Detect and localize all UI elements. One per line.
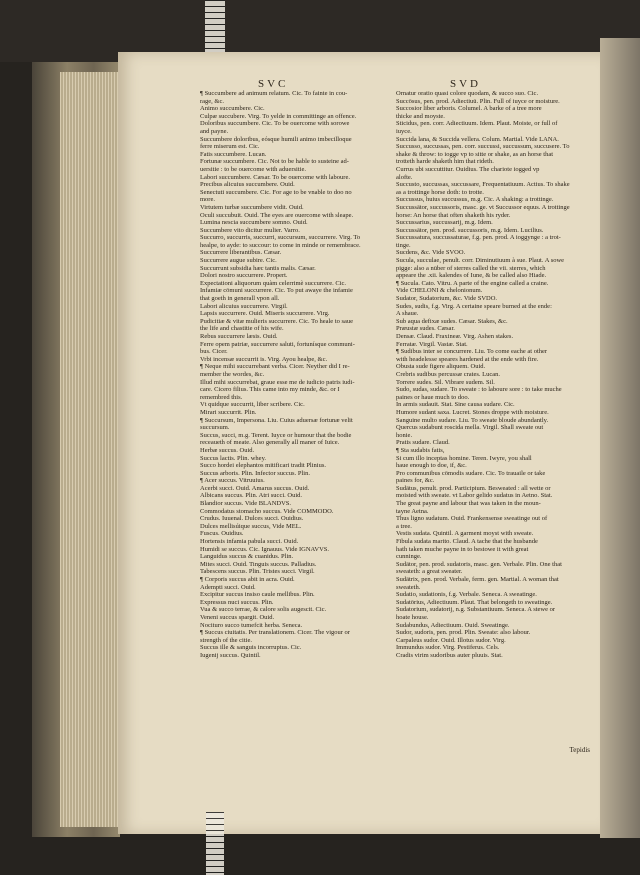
- text-line: Sub aqua defixæ sudes. Cæsar. Stakes, &c.: [396, 317, 508, 325]
- text-line: Sudatōrius, Adiectiuum. Plaut. That belongeth to sweatinge.: [396, 598, 553, 606]
- text-line: Succussarius, succussarij, m.g. Idem.: [396, 219, 493, 227]
- text-line: Languidus succus & cuanidus. Plin.: [200, 553, 294, 561]
- text-line: Succurro, succurris, succurri, succursum, succurrere. Virg. To: [200, 234, 361, 242]
- text-line: Succurrere liberantibus. Cæsar.: [200, 249, 282, 257]
- text-line: Fatis succumbere. Lucan.: [200, 150, 267, 158]
- page-stack-edge: [60, 72, 120, 827]
- text-line: ¶ Acer succus. Vitruuius.: [200, 477, 265, 485]
- text-line: Albicans succus. Plin. Atri succi. Ouid.: [200, 492, 303, 500]
- text-line: Sudatorium, sudatorij, n.g. Substantiuum. Seneca. A stewe or: [396, 606, 556, 614]
- text-line: Sudātrix, pen. prod. Verbale, ferm. gen. Martial. A woman that: [396, 576, 559, 583]
- text-line: Sudātor, pen. prod. sudatoris, masc. gen. Verbale. Plin. One that: [396, 560, 562, 568]
- text-line: Fuscus. Ouidius.: [200, 530, 244, 538]
- text-line: Succussatura, succussaturae, f.g. pen. prod. A ioggynge : a trot-: [396, 234, 561, 242]
- text-line: Animo succumbere. Cic.: [200, 105, 265, 113]
- text-line: Nocituro succo tumefcit herba. Seneca.: [200, 621, 303, 629]
- facing-page-edge: [600, 38, 640, 838]
- text-line: Vua & succo terrae, & calore solis augescit. Cic.: [200, 606, 327, 614]
- right-column: [396, 90, 588, 660]
- text-line: Culpæ succubere. Virg. To yelde in committinge an offence.: [200, 112, 357, 120]
- text-line: Sanguine multo sudare. Liu. To sweate bloude abundantly.: [396, 416, 549, 424]
- text-line: Succumbere vito dicitur mulier. Varro.: [200, 226, 300, 234]
- text-line: Currus ubi succuttitur. Ouidius. The chariote iogged vp: [396, 165, 540, 173]
- text-line: Succōsus, pen. prod. Adiectiuū. Plin. Full of iuyce or moisture.: [396, 97, 560, 105]
- text-line: Succumbere doloribus, eósque humili animo imbecilloque: [200, 135, 352, 143]
- text-line: receaueth of meate. Also generally all maner of Iuice.: [200, 439, 340, 447]
- text-line: Senectuti succumbere. Cic. For age to be vnable to doo no: [200, 188, 352, 196]
- text-line: Expectationi aliquorum quàm celerrimè succurrere. Cic.: [200, 279, 347, 287]
- text-line: Sudatio, sudationis, f.g. Verbale. Seneca. A sweatinge.: [396, 591, 537, 599]
- text-line: Lapsis succurrere. Ouid. Miseris succurrere. Virg.: [200, 310, 330, 318]
- text-line: horse: An horse that often shaketh his ryder.: [396, 211, 511, 219]
- text-line: Vrbi incensæ succurrit is. Virg. Ayou healpe, &c.: [200, 355, 328, 363]
- text-line: haue enough to doe, if, &c.: [396, 462, 467, 470]
- text-line: Sudor, sudoris, pen. prod. Plin. Sweate: also labour.: [396, 629, 531, 637]
- text-line: Labori succumbere. Cæsar. To be ouercome with laboure.: [200, 173, 350, 181]
- text-line: ¶ Succursum, Impersona. Liu. Cuius aduersæ fortunæ velit: [200, 416, 353, 424]
- text-line: Vestis sudata. Quintil. A garment moyst with sweate.: [396, 530, 534, 538]
- text-line: Labori alicuius succurrere. Virgil.: [200, 302, 288, 310]
- text-line: tayne Aetna.: [396, 507, 429, 515]
- text-line: In armis sudauit. Stat. Sine causa sudare. Cic.: [396, 401, 515, 409]
- text-line: Doloribus succumbere. Cic. To be ouercome with sorowe: [200, 120, 350, 128]
- text-line: ¶ Neque mihi succurrebant verba. Cicer. Neyther did I re-: [200, 363, 350, 371]
- text-line: Crebris sudibus percussæ crates. Lucan.: [396, 370, 500, 378]
- text-line: Ornatur oratio quasi colore quodam, & succo suo. Cic.: [396, 90, 539, 97]
- text-line: Sticidus, pen. corr. Adiectiuum. Idem. Plaut. Moiste, or full of: [396, 120, 558, 128]
- text-line: Virtutem turbæ succumbere vidit. Ouid.: [200, 203, 304, 211]
- text-line: Succusso, succussas, pen. corr. succussi, succussum, succusere. To: [396, 143, 570, 151]
- text-line: Mirari succurrit. Plin.: [200, 408, 257, 416]
- text-line: Sudes, sudis, f.g. Virg. A certaine speare burned at the ende:: [396, 302, 552, 310]
- text-line: Carpaleus sudor. Ouid. Illotus sudor. Virg.: [396, 636, 506, 644]
- text-line: Expressus nuci succus. Plin.: [200, 598, 274, 606]
- text-line: Rebus succurrere læsis. Ouid.: [200, 333, 278, 340]
- text-line: ferre miserum est. Cic.: [200, 143, 260, 151]
- text-line: Cradis virim sudoribus auter pluuis. Stat.: [396, 651, 503, 659]
- text-line: Hortensis infamia pabula succi. Ouid.: [200, 538, 299, 546]
- text-line: alofte.: [396, 173, 413, 181]
- text-line: paines or haue much to doo.: [396, 393, 470, 401]
- text-line: Succurrunt subsidia hæc tantis malis. Cæsar.: [200, 264, 316, 272]
- text-line: Obusta sude figere aliquem. Ouid.: [396, 363, 486, 371]
- text-line: Ferre opem patriæ, succurrere saluti, fortunísque communi-: [200, 340, 355, 348]
- text-line: pigge: also a nūber of sterres called the vii. sterres, which: [396, 264, 546, 272]
- text-line: The great payne and labour that was taken in the moun-: [396, 500, 541, 508]
- measuring-ruler-bottom: [206, 812, 224, 875]
- text-line: Dulces mellisúique succus, Vide MEL.: [200, 522, 302, 530]
- catchword: Tepidis: [569, 746, 590, 754]
- text-line: Succussātor, succussoris, masc. ge. vt Succussor equus. A trottinge: [396, 203, 570, 211]
- text-line: Blandior succus. Vide BLANDVS.: [200, 500, 292, 508]
- text-line: iuyce.: [396, 127, 412, 135]
- text-line: strength of the citie.: [200, 636, 252, 644]
- text-line: honie.: [396, 431, 413, 439]
- text-line: ¶ Succus ciuitatis. Per translationem. Cicer. The vigour or: [200, 629, 350, 637]
- text-line: Quercus sudabunt roscida mella. Virgil. Shall sweate out: [396, 424, 544, 432]
- text-line: Tabescens succus. Plin. Tristes succi. Virgil.: [200, 568, 315, 576]
- text-line: Illud mihi succurrebat, graue esse me de iudicio patris iudi-: [200, 378, 355, 386]
- text-line: ¶ Succumbere ad animum relatum. Cic. To fainte in cou-: [200, 90, 348, 97]
- text-line: more.: [200, 196, 215, 204]
- text-line: shake & throw: to iogge vp to sitte or shake, as an horse that: [396, 150, 554, 158]
- text-line: and payne.: [200, 127, 229, 135]
- text-line: member the wordes, &c.: [200, 370, 265, 378]
- text-line: Sudo, sudas, sudare. To sweate : to laboure sore : to take muche: [396, 386, 562, 394]
- text-line: the life and chastitie of his wife.: [200, 325, 284, 333]
- text-line: Precibus alicuius succumbere. Ouid.: [200, 181, 295, 189]
- text-line: Mites succi. Ouid. Tinguis succus. Palladius.: [200, 560, 317, 568]
- text-line: Thus ligno sudatum. Ouid. Frankensense sweatinge out of: [396, 515, 548, 523]
- text-line: Lumina nescia succumbere somno. Ouid.: [200, 219, 308, 227]
- text-line: tinge.: [396, 241, 411, 249]
- text-line: uersitie : to be ouercome with aduersitie.: [200, 165, 306, 173]
- text-line: Ferratæ. Virgil. Vastæ. Stat.: [396, 340, 468, 348]
- text-line: Commodatus stomacho succus. Vide COMMODO.: [200, 507, 334, 515]
- text-line: ¶ Corporis succus abit in acra. Ouid.: [200, 576, 295, 583]
- text-line: Adempti succi. Ouid.: [200, 583, 256, 591]
- text-line: Vt quidque succurrit, liber scribere. Cic.: [200, 401, 305, 409]
- text-line: with headelesse speares hardened at the ende with fire.: [396, 355, 539, 363]
- text-line: Immundus sudor. Virg. Pestiferus. Cels.: [396, 644, 500, 652]
- text-line: Sudabundus, Adiectiuum. Ouid. Sweatinge.: [396, 621, 510, 629]
- text-line: Fortunæ succumbere. Cic. Not to be hable to susteine ad-: [200, 158, 349, 166]
- text-line: Oculi succubuit. Ouid. The eyes are ouercome with sleape.: [200, 211, 354, 219]
- text-line: as a trottinge horse doth: to trotte.: [396, 188, 484, 196]
- text-line: Fibula sudata marito. Claud. A tache that the husbande: [396, 538, 538, 546]
- text-line: care. Cicero filius. This came into my minde, &c. or I: [200, 386, 340, 394]
- text-line: Dolori nostro succurrere. Propert.: [200, 272, 288, 280]
- text-line: cunninge.: [396, 553, 422, 561]
- text-line: succursum.: [200, 424, 230, 432]
- text-line: moisted with sweate. vt Labor gelido sudatus in Aetno. Stat.: [396, 492, 553, 500]
- text-line: remembred this.: [200, 393, 243, 401]
- text-line: paines for, &c.: [396, 477, 435, 485]
- text-line: Crudus. Iuuenal. Dulces succi. Ouidius.: [200, 515, 304, 523]
- text-line: rage, &c.: [200, 97, 225, 105]
- text-line: appeare the .xii. kalendes of Iune, & be called also Hiade.: [396, 272, 547, 280]
- text-line: that goeth in generall vpon all.: [200, 295, 280, 303]
- text-line: Humore sudant saxa. Lucret. Stones droppe with moisture.: [396, 408, 549, 416]
- text-line: Torrere sudes. Sil. Vibrare sudem. Sil.: [396, 378, 495, 386]
- text-line: Sucdens, &c. Vide SVOO.: [396, 249, 466, 257]
- text-line: Acerbi succi. Ouid. Amarus succus. Ouid.: [200, 484, 310, 492]
- text-line: bus. Cicer.: [200, 348, 228, 356]
- text-line: a tree.: [396, 522, 412, 530]
- text-line: Succida lana, & Succida vellera. Colum. Martial. Vide LANA.: [396, 135, 559, 143]
- text-line: Vide CHELONI & chelonionum.: [396, 287, 483, 295]
- running-head-left: SVC: [258, 78, 289, 90]
- text-line: Excipitur succus insiso caule mellibus. Plin.: [200, 591, 315, 599]
- text-line: thicke and moyste.: [396, 112, 445, 120]
- text-line: Pudicitiæ & vitæ mulieris succurrere. Cic. To heale to saue: [200, 317, 354, 325]
- text-line: Si cum illo inceptas homine. Teren. Iwyre, you shall: [396, 454, 532, 462]
- text-line: Succo hordei elephantos mitificari tradit Plinius.: [200, 462, 327, 470]
- text-line: Succus, succi, m.g. Terent. Iuyce or humour that the bodie: [200, 431, 352, 439]
- text-line: hath taken muche payne in to bestowe it with great: [396, 545, 529, 553]
- running-head-right: SVD: [450, 78, 482, 90]
- text-line: Densæ. Claud. Fraxineæ. Virg. Ashen stakes.: [396, 333, 514, 340]
- text-line: A shaue.: [396, 310, 419, 318]
- text-line: Succussātor, pen. prod. succussoris, m.g. Idem. Lucilius.: [396, 226, 544, 234]
- text-line: Iugenij succus. Quintil.: [200, 651, 261, 659]
- text-line: healpe, to ayde: to succour: to come in minde or remembrace.: [200, 241, 361, 249]
- text-line: Succus lactis. Plin. whey.: [200, 454, 267, 462]
- left-column: [200, 90, 392, 660]
- text-line: ¶ Sucula. Cato. Vitru. A parte of the engine called a craine.: [396, 279, 549, 287]
- text-line: ¶ Sta sudabis fatis,: [396, 446, 445, 454]
- text-line: Succurrere augue subire. Cic.: [200, 257, 277, 265]
- text-line: Sudātus, penult. prod. Participium. Besweated : all wette or: [396, 484, 551, 492]
- text-line: Sudator, Sudatorium, &c. Vide SVDO.: [396, 295, 498, 303]
- text-line: Succusto, succussas, succussare, Frequentatiuum. Actius. To shake: [396, 181, 570, 189]
- text-line: Succussus, huius succussus, m.g. Cic. A shaking: a trottinge.: [396, 196, 554, 204]
- text-line: sweateth: a great sweater.: [396, 568, 463, 576]
- text-line: ¶ Sudibus inter se concurrere. Liu. To come eache at other: [396, 348, 548, 356]
- text-line: Succosior liber arboris. Columel. A barke of a tree more: [396, 105, 542, 113]
- text-line: hoate house.: [396, 613, 429, 621]
- text-line: Veneni succus spargit. Ouid.: [200, 613, 275, 621]
- text-line: Præustæ sudes. Cæsar.: [396, 325, 455, 333]
- text-line: Succus ille & sanguis incorruptus. Cic.: [200, 644, 302, 652]
- text-line: Sucula, succulae, penult. corr. Diminutiuum à sue. Plaut. A sowe: [396, 257, 565, 265]
- text-line: Succus arboris. Plin. Infector succus. Plin.: [200, 469, 310, 477]
- text-line: Herbæ succus. Ouid.: [200, 446, 255, 454]
- text-line: Pro communibus cōmodis sudare. Cic. To trauaile or take: [396, 469, 546, 477]
- text-line: sweateth.: [396, 583, 421, 591]
- text-line: Humidi se succus. Cic. Ignauus. Vide IGNAVVS.: [200, 545, 330, 553]
- text-line: Infamiæ cōmuni succurrere. Cic. To put awaye the infamie: [200, 287, 353, 295]
- text-line: Pratis sudare. Claud.: [396, 439, 450, 447]
- text-line: trotteth harde shaketh him that rideth.: [396, 158, 494, 166]
